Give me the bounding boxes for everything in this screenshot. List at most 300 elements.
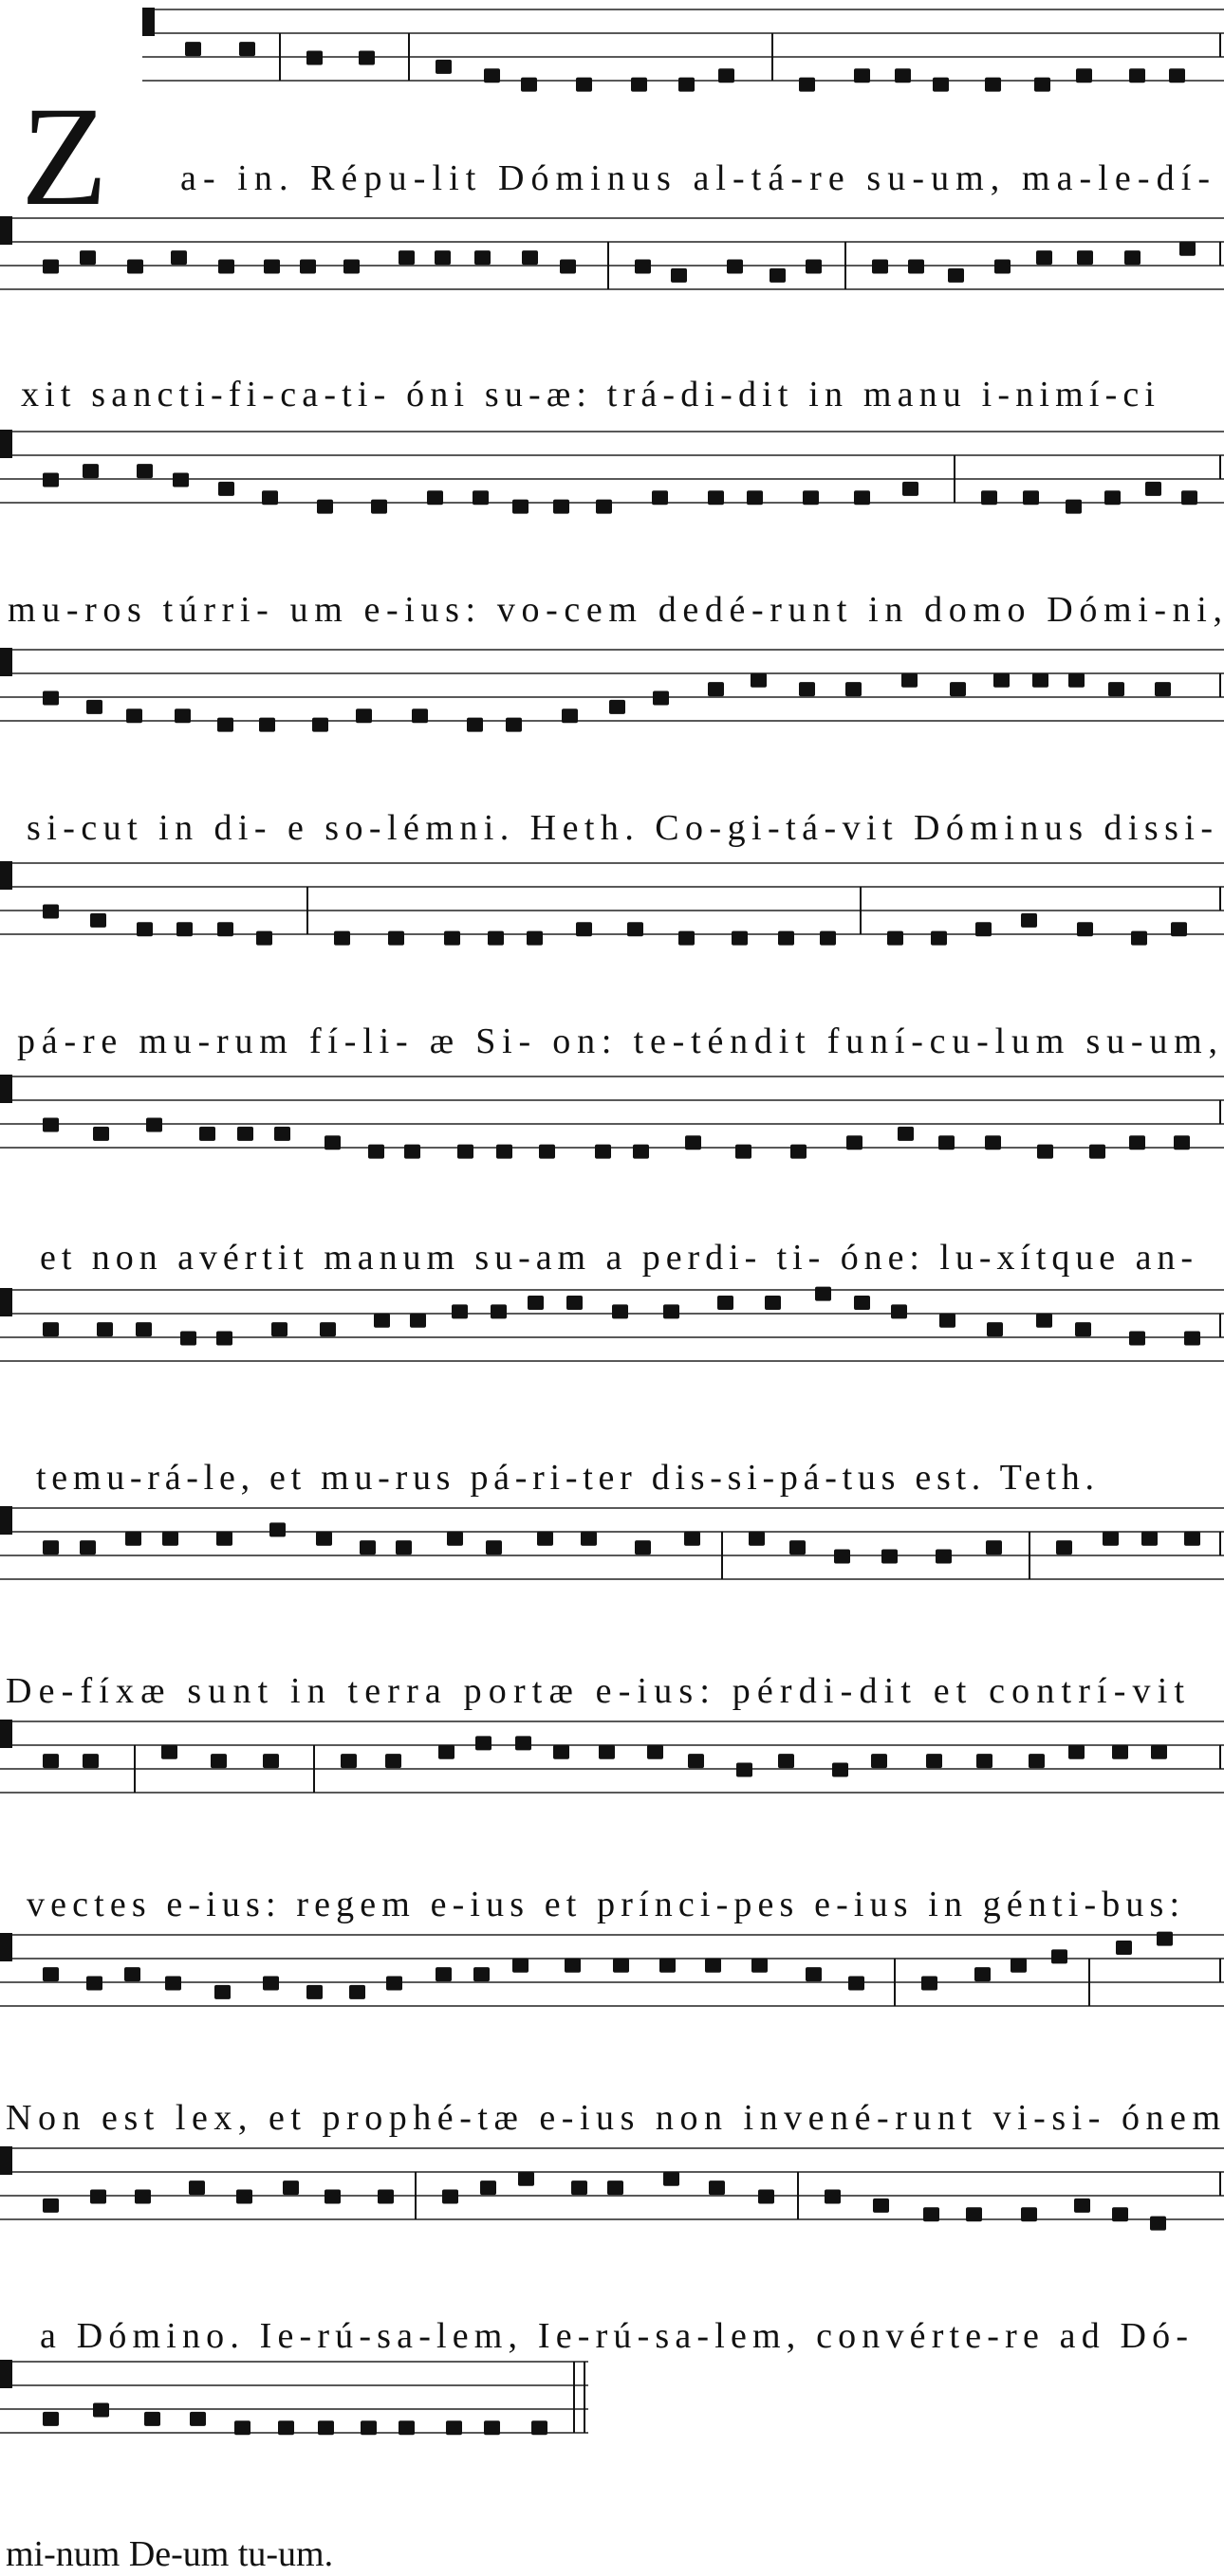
neume-note [399,2420,415,2435]
staff [142,8,1224,81]
neume-note [176,922,193,936]
neume-note [1171,922,1187,936]
neume-note [1141,1532,1158,1546]
neume-note [43,1967,59,1981]
neume-note [747,490,763,505]
neume-note [341,1754,357,1768]
neume-note [926,1754,942,1768]
neume-note [43,2412,59,2426]
neume-note [1034,78,1050,92]
neume-note [939,1314,955,1328]
neume-note [1075,1322,1091,1336]
neume-note [609,700,625,714]
neume-note [1074,2199,1090,2213]
neume-note [595,1145,611,1159]
clef [0,1075,12,1103]
neume-note [320,1322,336,1336]
neume-note [789,1540,806,1555]
neume-note [90,913,106,928]
neume-note [871,1754,887,1768]
neume-note [1021,913,1037,928]
neume-note [237,1127,253,1141]
staff [0,2360,588,2433]
neume-note [653,691,669,706]
neume-note [531,2420,547,2435]
neume-note [1104,490,1121,505]
neume-note [1051,1949,1067,1963]
neume-note [565,1959,581,1973]
neume-note [1021,2207,1037,2221]
neume-note [1181,490,1197,505]
neume-note [135,2190,151,2204]
neume-note [873,2199,889,2213]
neume-note [473,1967,490,1981]
neume-note [518,2172,534,2186]
neume-note [1150,2217,1166,2231]
neume-note [1169,68,1185,83]
neume-note [217,718,233,732]
neume-note [825,2190,841,2204]
lyric-line: temu-rá-le, et mu-rus pá-ri-ter dis-si-pá-tus est. Teth. [36,1458,1095,1498]
neume-note [484,68,500,83]
neume-note [162,1532,178,1546]
neume-note [374,1314,390,1328]
neume-note [613,1959,629,1973]
neume-note [986,1540,1002,1555]
neume-note [43,2199,59,2213]
neume-note [985,78,1001,92]
neume-note [1155,682,1171,696]
neume-note [560,260,576,274]
neume-note [1151,1745,1167,1759]
neume-note [832,1763,848,1777]
neume-note [521,78,537,92]
neume-note [799,78,815,92]
neume-note [80,250,96,265]
neume-note [86,700,102,714]
neume-note [902,482,918,496]
neume-note [467,718,483,732]
neume-note [1129,1332,1145,1346]
neume-note [678,78,695,92]
neume-note [765,1296,781,1310]
neume-note [137,922,153,936]
neume-note [1103,1532,1119,1546]
neume-note [1129,68,1145,83]
neume-note [199,1127,215,1141]
neume-note [770,268,786,283]
neume-note [1108,682,1124,696]
neume-note [512,500,529,514]
neume-note [83,1754,99,1768]
clef [0,2146,12,2175]
neume-note [43,905,59,919]
neume-note [137,464,153,478]
neume-note [908,260,924,274]
neume-note [312,718,328,732]
neume-note [1184,1532,1200,1546]
neume-note [180,1332,196,1346]
neume-note [435,250,451,265]
neume-note [262,490,278,505]
neume-note [854,490,870,505]
neume-note [125,1532,141,1546]
neume-note [735,1145,751,1159]
neume-note [751,1959,768,1973]
neume-note [758,2190,774,2204]
neume-note [216,1532,232,1546]
neume-note [43,1322,59,1336]
clef [0,1288,12,1316]
neume-note [1116,1941,1132,1955]
neume-note [1179,242,1196,256]
neume-note [803,490,819,505]
neume-note [325,1135,341,1150]
neume-note [872,260,888,274]
neume-note [1174,1135,1190,1150]
clef [0,1933,12,1961]
clef [0,648,12,676]
neume-note [93,2403,109,2418]
neume-note [627,922,643,936]
neume-note [343,260,360,274]
neume-note [144,2412,160,2426]
neume-note [175,708,191,723]
neume-note [1076,68,1092,83]
neume-note [236,2190,252,2204]
neume-note [359,51,375,65]
neume-note [1066,500,1082,514]
neume-note [165,1977,181,1991]
neume-note [778,931,794,946]
neume-note [447,1532,463,1546]
lyric-line: si-cut in di- e so-lémni. Heth. Co-gi-tá-vit Dóminus dissi- [27,808,1214,848]
staff [0,1075,1224,1148]
neume-note [684,1532,700,1546]
neume-note [1037,1145,1053,1159]
lyric-line: a- in. Répu-lit Dóminus al-tá-re su-um, ma-le-dí- [180,158,1210,198]
neume-note [806,1967,822,1981]
neume-note [718,68,734,83]
neume-note [1036,1314,1052,1328]
neume-note [974,1967,991,1981]
neume-note [647,1745,663,1759]
neume-note [1029,1754,1045,1768]
neume-note [256,931,272,946]
neume-note [936,1550,952,1564]
neume-note [898,1127,914,1141]
neume-note [189,2180,205,2195]
neume-note [848,1977,864,1991]
neume-note [368,1145,384,1159]
neume-note [488,931,504,946]
staff [0,430,1224,503]
neume-note [607,2180,623,2195]
neume-note [854,1296,870,1310]
neume-note [278,2420,294,2435]
neume-note [539,1145,555,1159]
neume-note [854,68,870,83]
lyric-line: et non avértit manum su-am a perdi- ti- óne: lu-xítque an- [40,1238,1193,1278]
neume-note [325,2190,341,2204]
neume-note [1077,250,1093,265]
neume-note [1129,1135,1145,1150]
neume-note [599,1745,615,1759]
neume-note [436,1967,452,1981]
neume-note [553,1745,569,1759]
neume-note [371,500,387,514]
neume-note [124,1967,140,1981]
neume-note [1124,250,1141,265]
neume-note [727,260,743,274]
neume-note [263,1977,279,1991]
neume-note [966,2207,982,2221]
neume-note [975,922,992,936]
neume-note [211,1754,227,1768]
neume-note [985,1135,1001,1150]
neume-note [987,1322,1003,1336]
neume-note [1023,490,1039,505]
neume-note [83,464,99,478]
neume-note [806,260,822,274]
neume-note [820,931,836,946]
neume-note [264,260,280,274]
neume-note [43,1540,59,1555]
neume-note [512,1959,529,1973]
neume-note [1089,1145,1105,1159]
neume-note [1056,1540,1072,1555]
lyric-line: a Dómino. Ie-rú-sa-lem, Ie-rú-sa-lem, convérte-re ad Dó- [40,2316,1188,2356]
neume-note [1112,1745,1128,1759]
neume-note [933,78,949,92]
neume-note [388,931,404,946]
neume-note [436,60,452,74]
clef [142,8,155,36]
neume-note [356,708,372,723]
neume-note [688,1754,704,1768]
staff [0,1506,1224,1579]
neume-note [480,2180,496,2195]
clef [0,216,12,245]
lyric-line: vectes e-ius: regem e-ius et prínci-pes e-ius in génti-bus: [27,1885,1180,1924]
neume-note [895,68,911,83]
neume-note [317,500,333,514]
neume-note [171,250,187,265]
neume-note [736,1763,752,1777]
neume-note [1011,1959,1027,1973]
neume-note [43,1754,59,1768]
neume-note [218,482,234,496]
neume-note [185,42,201,56]
lyric-line: mi-num De-um tu-um. [6,2534,334,2574]
neume-note [218,260,234,274]
neume-note [217,922,233,936]
neume-note [259,718,275,732]
lyric-line: xit sancti-fi-ca-ti- óni su-æ: trá-di-dit in manu i-nimí-ci [21,375,1155,414]
neume-note [845,682,862,696]
neume-note [1157,1932,1173,1946]
neume-note [452,1304,468,1318]
neume-note [239,42,255,56]
neume-note [97,1322,113,1336]
neume-note [269,1522,286,1536]
neume-note [652,490,668,505]
neume-note [90,2190,106,2204]
neume-note [349,1985,365,1999]
neume-note [566,1296,583,1310]
neume-note [190,2412,206,2426]
staves [0,8,1224,2433]
neume-note [887,931,903,946]
neume-note [815,1287,831,1301]
neume-note [43,473,59,488]
neume-note [976,1754,992,1768]
clef [0,430,12,458]
neume-note [93,1127,109,1141]
neume-note [161,1745,177,1759]
neume-note [581,1532,597,1546]
neume-note [671,268,687,283]
neume-note [412,708,428,723]
neume-note [136,1322,152,1336]
neume-note [475,1736,491,1750]
neume-note [901,673,918,688]
neume-note [685,1135,701,1150]
neume-note [1077,922,1093,936]
neume-note [709,2180,725,2195]
neume-note [318,2420,334,2435]
neume-note [938,1135,955,1150]
neume-note [173,473,189,488]
neume-note [43,260,59,274]
neume-note [444,931,460,946]
neume-note [732,931,748,946]
neume-note [306,1985,323,1999]
lyric-line: Non est lex, et prophé-tæ e-ius non invené-runt vi-si- ónem [6,2098,1221,2138]
neume-note [612,1304,628,1318]
neume-note [515,1736,531,1750]
neume-note [496,1145,512,1159]
neume-note [659,1959,676,1973]
neume-note [790,1145,807,1159]
neume-note [799,682,815,696]
neume-note [705,1959,721,1973]
neume-note [271,1322,287,1336]
neume-note [1068,1745,1085,1759]
staff [0,1933,1224,2006]
neume-note [923,2207,939,2221]
neume-note [146,1118,162,1132]
neume-note [527,931,543,946]
neume-note [717,1296,733,1310]
clef [0,1720,12,1748]
neume-note [263,1754,279,1768]
neume-note [491,1304,507,1318]
neume-note [633,1145,649,1159]
neume-note [127,260,143,274]
neume-note [1032,673,1048,688]
neume-note [663,1304,679,1318]
neume-note [993,673,1010,688]
neume-note [386,1977,402,1991]
neume-note [80,1540,96,1555]
neume-note [506,718,522,732]
neume-note [1112,2207,1128,2221]
lyric-line: De-fíxæ sunt in terra portæ e-ius: pérdi-dit et contrí-vit [6,1671,1185,1711]
neume-note [981,490,997,505]
neume-note [834,1550,850,1564]
initial-letter: Z [21,78,108,235]
lyric-line: mu-ros túrri- um e-ius: vo-cem dedé-runt in domo Dómi-ni, [8,590,1223,630]
neume-note [86,1977,102,1991]
neume-note [43,691,59,706]
neume-note [216,1332,232,1346]
neume-note [399,250,415,265]
neume-note [474,250,491,265]
neume-note [396,1540,412,1555]
neume-note [473,490,489,505]
neume-note [678,931,695,946]
neume-note [931,931,947,946]
neume-note [635,1540,651,1555]
neume-note [553,500,569,514]
neume-note [522,250,538,265]
neume-note [881,1550,898,1564]
neume-note [596,500,612,514]
neume-note [446,2420,462,2435]
neume-note [234,2420,250,2435]
neume-note [306,51,323,65]
neume-note [663,2172,679,2186]
neume-note [749,1532,765,1546]
neume-note [1184,1332,1200,1346]
neume-note [562,708,578,723]
neume-note [214,1985,231,1999]
neume-note [1068,673,1085,688]
neume-note [778,1754,794,1768]
neume-note [1036,250,1052,265]
neume-note [438,1745,454,1759]
clef [0,861,12,890]
neume-note [316,1532,332,1546]
clef [0,2360,12,2388]
neume-note [334,931,350,946]
neume-note [994,260,1011,274]
neume-note [950,682,966,696]
neume-note [571,2180,587,2195]
lyrics [6,158,1222,2574]
neume-note [404,1145,420,1159]
neume-note [484,2420,500,2435]
neume-note [283,2180,299,2195]
neume-note [410,1314,426,1328]
neume-note [537,1532,553,1546]
lyric-line: pá-re mu-rum fí-li- æ Si- on: te-téndit funí-cu-lum su-um, [17,1021,1218,1061]
neume-note [576,922,592,936]
neume-note [442,2190,458,2204]
neume-note [1145,482,1161,496]
neume-note [528,1296,544,1310]
neume-note [708,490,724,505]
neume-note [921,1977,937,1991]
neume-note [631,78,647,92]
neume-note [43,1118,59,1132]
neume-note [427,490,443,505]
neume-note [1131,931,1147,946]
neume-note [486,1540,502,1555]
neume-note [846,1135,862,1150]
clef [0,1506,12,1535]
